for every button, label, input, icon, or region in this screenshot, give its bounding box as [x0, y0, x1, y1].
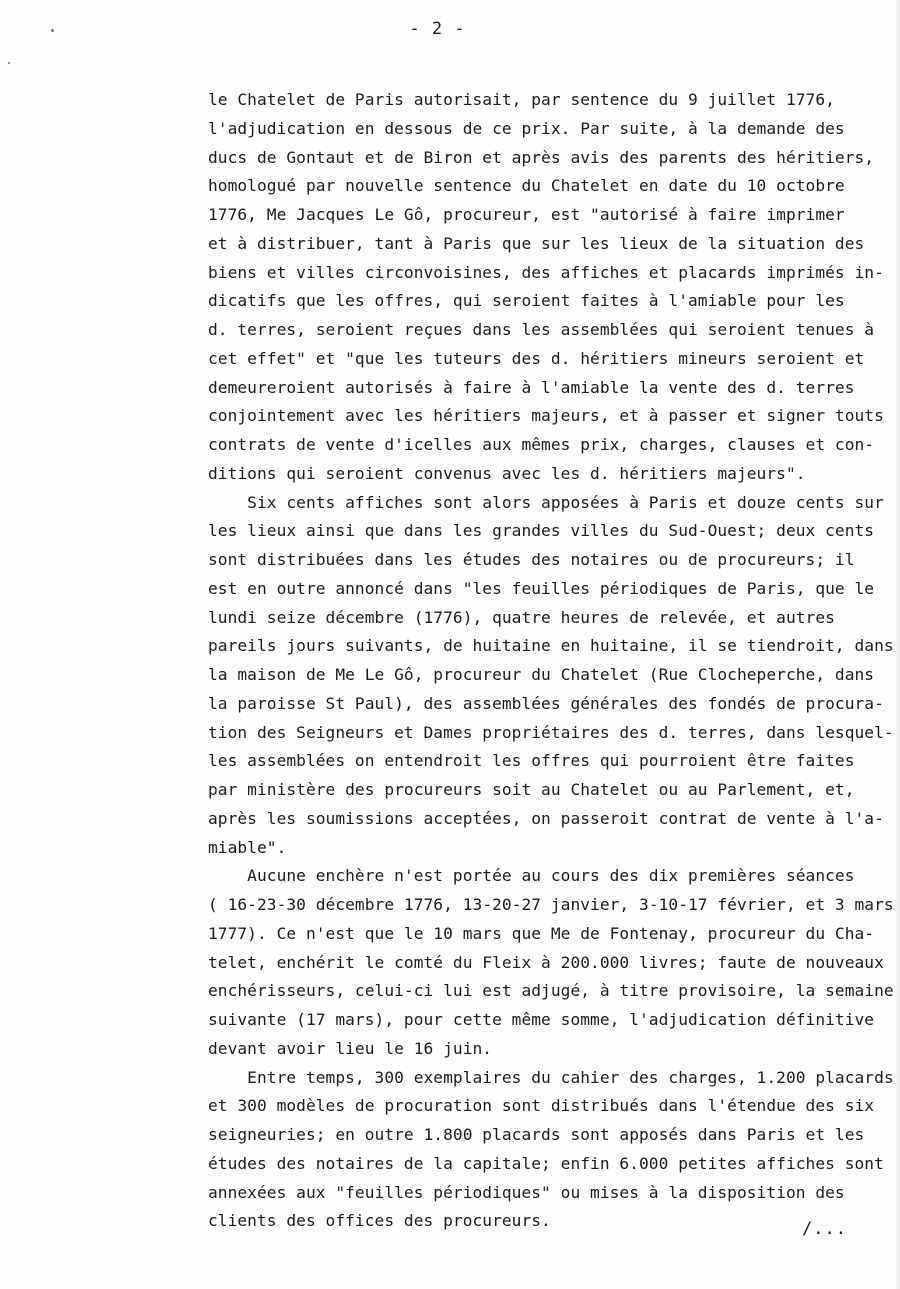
- text-line: sont distribuées dans les études des notaires ou de procureurs; il: [208, 550, 855, 569]
- text-line: homologué par nouvelle sentence du Chatelet en date du 10 octobre: [208, 176, 845, 196]
- text-line: les assemblées on entendroit les offres qui pourroient être faites: [208, 751, 855, 771]
- text-line: conjointement avec les héritiers majeurs, et à passer et signer touts: [208, 406, 884, 426]
- text-line: 1777). Ce n'est que le 10 mars que Me de Fontenay, procureur du Cha-: [208, 923, 875, 943]
- text-line: Entre temps, 300 exemplaires du cahier des charges, 1.200 placards: [208, 1067, 894, 1087]
- text-line: est en outre annoncé dans "les feuilles périodiques de Paris, que le: [208, 578, 875, 598]
- text-line: d. terres, seroient reçues dans les assemblées qui seroient tenues à: [208, 320, 875, 339]
- text-line: Six cents affiches sont alors apposées à Paris et douze cents sur: [208, 492, 884, 512]
- text-line: dicatifs que les offres, qui seroient faites à l'amiable pour les: [208, 291, 845, 311]
- text-line: miable".: [208, 837, 287, 857]
- text-line: clients des offices des procureurs.: [208, 1211, 551, 1231]
- text-line: biens et villes circonvoisines, des affiches et placards imprimés in-: [208, 262, 884, 282]
- text-line: telet, enchérit le comté du Fleix à 200.000 livres; faute de nouveaux: [208, 952, 884, 972]
- text-line: Aucune enchère n'est portée au cours des dix premières séances: [208, 866, 855, 886]
- text-line: suivante (17 mars), pour cette même somme, l'adjudication définitive: [208, 1010, 875, 1029]
- text-line: enchérisseurs, celui-ci lui est adjugé, à titre provisoire, la semaine: [208, 981, 894, 1001]
- text-line: et 300 modèles de procuration sont distribués dans l'étendue des six: [208, 1096, 875, 1116]
- text-line: après les soumissions acceptées, on passeroit contrat de vente à l'a-: [208, 808, 884, 828]
- text-line: pareils jours suivants, de huitaine en huitaine, il se tiendroit, dans: [208, 636, 894, 656]
- text-line: annexées aux "feuilles périodiques" ou mises à la disposition des: [208, 1182, 845, 1202]
- continuation-mark: /...: [802, 1219, 847, 1239]
- text-line: la maison de Me Le Gô, procureur du Chatelet (Rue Clocheperche, dans: [208, 665, 875, 684]
- text-line: contrats de vente d'icelles aux mêmes prix, charges, clauses et con-: [208, 435, 875, 454]
- text-line: 1776, Me Jacques Le Gô, procureur, est "autorisé à faire imprimer: [208, 205, 845, 224]
- text-line: ducs de Gontaut et de Biron et après avis des parents des héritiers,: [208, 147, 875, 167]
- text-line: seigneuries; en outre 1.800 placards sont apposés dans Paris et les: [208, 1125, 865, 1144]
- text-line: lundi seize décembre (1776), quatre heures de relevée, et autres: [208, 607, 835, 627]
- paper-speck: [8, 62, 10, 64]
- page-edge: [896, 0, 900, 1289]
- text-line: études des notaires de la capitale; enfin 6.000 petites affiches sont: [208, 1153, 884, 1173]
- text-line: ( 16-23-30 décembre 1776, 13-20-27 janvier, 3-10-17 février, et 3 mars: [208, 895, 894, 914]
- text-line: tion des Seigneurs et Dames propriétaires des d. terres, dans lesquel-: [208, 722, 894, 742]
- text-line: demeureroient autorisés à faire à l'amiable la vente des d. terres: [208, 377, 855, 397]
- body-text: [208, 86, 894, 1236]
- text-line: le Chatelet de Paris autorisait, par sentence du 9 juillet 1776,: [208, 90, 835, 109]
- text-line: par ministère des procureurs soit au Chatelet ou au Parlement, et,: [208, 780, 855, 799]
- page-number: - 2 -: [409, 19, 466, 39]
- text-line: ditions qui seroient convenus avec les d. héritiers majeurs".: [208, 463, 806, 483]
- text-line: l'adjudication en dessous de ce prix. Par suite, à la demande des: [208, 118, 845, 138]
- text-line: la paroisse St Paul), des assemblées générales des fondés de procura-: [208, 693, 884, 713]
- text-line: et à distribuer, tant à Paris que sur les lieux de la situation des: [208, 233, 865, 253]
- text-line: devant avoir lieu le 16 juin.: [208, 1038, 493, 1058]
- text-line: les lieux ainsi que dans les grandes villes du Sud-Ouest; deux cents: [208, 521, 875, 541]
- text-line: cet effet" et "que les tuteurs des d. héritiers mineurs seroient et: [208, 348, 865, 368]
